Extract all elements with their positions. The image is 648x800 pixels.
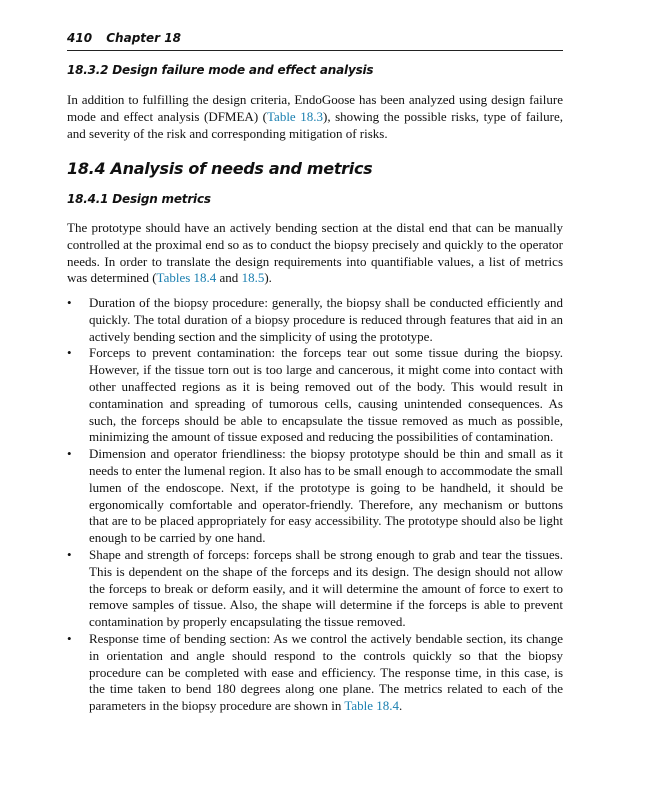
- list-item: • Response time of bending section: As we control the actively bendable section, its change in orientation and angle should respond to the controls quickly so that the biopsy procedure can be completed with ease and efficiency. The response time, in this case, is the time taken to bend 180 degrees along one plane. The metrics related to each of the parameters in the biopsy procedure are shown in Table 18.4.: [67, 630, 563, 714]
- paragraph-dfmea: In addition to fulfilling the design criteria, EndoGoose has been analyzed using design failure mode and effect analysis (DFMEA) (Table 18.3), showing the possible risks, type of failure, and severity of the risk and corresponding mitigation of risks.: [67, 92, 564, 141]
- bullet-icon: •: [67, 630, 72, 646]
- table-18-4-link-2[interactable]: Table 18.4: [344, 698, 400, 714]
- paragraph-design-metrics: The prototype should have an actively bending section at the distal end that can be manually controlled at the proximal end so as to conduct the biopsy precisely and quickly to the operator needs. In order to translate the design requirements into quantifiable values, a list of metrics was determined (Tables 18.4 and 18.5).: [67, 220, 563, 286]
- table-18-3-link[interactable]: Table 18.3: [267, 108, 323, 124]
- header-rule: [67, 50, 563, 51]
- heading-18-4: 18.4 Analysis of needs and metrics: [67, 159, 373, 178]
- heading-18-4-1: 18.4.1 Design metrics: [67, 192, 211, 206]
- list-item: • Duration of the biopsy procedure: generally, the biopsy shall be conducted efficiently and quickly. The total duration of a biopsy procedure is reduced through features that aid in an actively bending section and the simplicity of using the prototype.: [67, 295, 563, 344]
- bullet-icon: •: [67, 546, 72, 562]
- metrics-bullet-list: [67, 295, 563, 715]
- bullet-icon: •: [67, 345, 72, 361]
- bullet-icon: •: [67, 446, 72, 462]
- table-18-5-link[interactable]: 18.5: [241, 270, 265, 286]
- list-item: • Shape and strength of forceps: forceps shall be strong enough to grab and tear the tissues. This is dependent on the shape of the forceps and its design. The design should not allow the forceps to break or deform easily, and it will determine the amount of force to exert to remove samples of tissue. Also, the shape will determine if the forceps is able to prevent contamination by properly encapsulating the tissue removed.: [67, 546, 563, 630]
- bullet-icon: •: [67, 295, 72, 310]
- page-number: 410: [67, 31, 93, 45]
- chapter-label: Chapter 18: [106, 31, 181, 45]
- list-item: • Forceps to prevent contamination: the forceps tear out some tissue during the biopsy. However, if the tissue torn out is too large and cancerous, it might come into contact with other unaffected regions as it is being removed out of the body. This would result in contamination and spreading of tumorous cells, causing unintended consequences. As such, the forceps should be able to encapsulate the tissue removed as much as possible, minimizing the amount of tissue exposed and reducing the possibilities of contamination.: [67, 345, 563, 445]
- running-header: [67, 31, 563, 45]
- list-item: • Dimension and operator friendliness: the biopsy prototype should be thin and small as it needs to enter the lumenal region. It also has to be small enough to accommodate the small lumen of the endoscope. Next, if the prototype is going to be handheld, it should be ergonomically comfortable and operator-friendly. Therefore, any mechanism or buttons that are to be placed appropriately for easy accessibility. The prototype should also be light enough to be carried by one hand.: [67, 446, 563, 546]
- table-18-4-link[interactable]: Tables 18.4: [156, 270, 217, 286]
- heading-18-3-2: 18.3.2 Design failure mode and effect analysis: [67, 63, 374, 77]
